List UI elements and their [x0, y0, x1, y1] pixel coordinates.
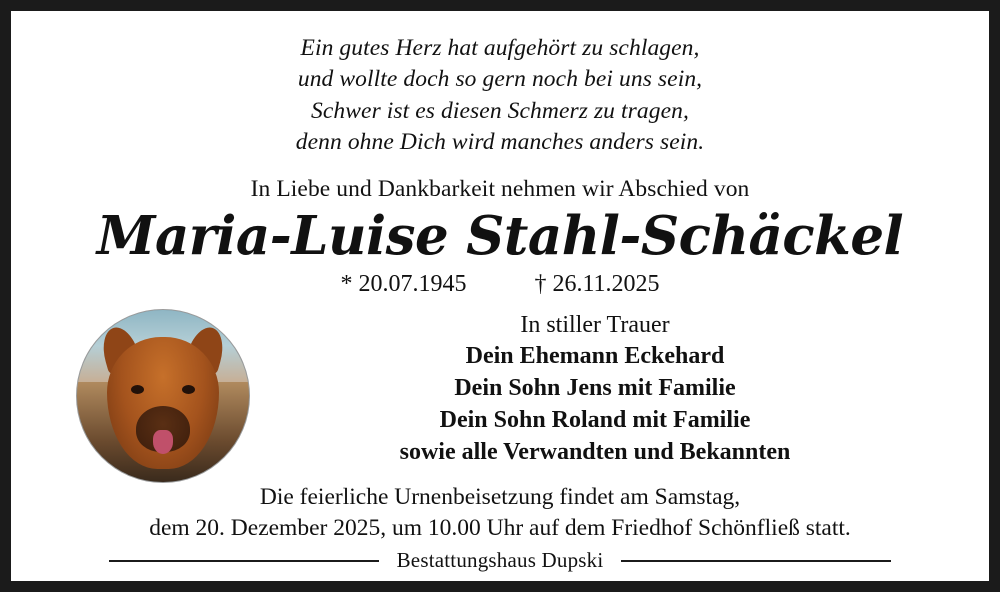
ceremony-details: [41, 482, 959, 543]
poem-line-2: und wollte doch so gern noch bei uns sein,: [297, 66, 703, 93]
mourner-line-1: Dein Ehemann Eckehard: [465, 342, 725, 369]
mourner-line-2: Dein Sohn Jens mit Familie: [454, 374, 736, 401]
mourner-line-4: sowie alle Verwandten und Bekannten: [399, 438, 791, 465]
poem-block: [41, 33, 959, 158]
poem-line-4: denn ohne Dich wird manches anders sein.: [295, 128, 705, 155]
mourners-section: [41, 310, 959, 469]
intro-text: In Liebe und Dankbarkeit nehmen wir Abschied von: [250, 176, 750, 202]
poem-line-3: Schwer ist es diesen Schmerz zu tragen,: [311, 97, 689, 124]
birth-date: * 20.07.1945: [340, 270, 467, 297]
mourning-heading: In stiller Trauer: [520, 311, 670, 338]
mourners-text: [231, 310, 959, 469]
dog-tongue: [153, 430, 173, 454]
life-dates: [41, 271, 959, 298]
ceremony-line-1: Die feierliche Urnenbeisetzung findet am Samstag,: [259, 484, 741, 511]
obituary-inner-frame: [9, 9, 991, 583]
poem-line-1: Ein gutes Herz hat aufgehört zu schlagen,: [300, 35, 700, 61]
footer-rule-right: [621, 560, 891, 562]
deceased-name: Maria-Luise Stahl-Schäckel: [96, 205, 904, 267]
footer: [11, 548, 989, 573]
mourner-line-3: Dein Sohn Roland mit Familie: [439, 406, 751, 433]
footer-rule-left: [109, 560, 379, 562]
ceremony-line-2: dem 20. Dezember 2025, um 10.00 Uhr auf dem Friedhof Schönfließ statt.: [149, 515, 851, 541]
portrait-photo-dog: [77, 310, 249, 482]
funeral-home-name: Bestattungshaus Dupski: [396, 548, 604, 572]
death-date: † 26.11.2025: [534, 270, 660, 297]
